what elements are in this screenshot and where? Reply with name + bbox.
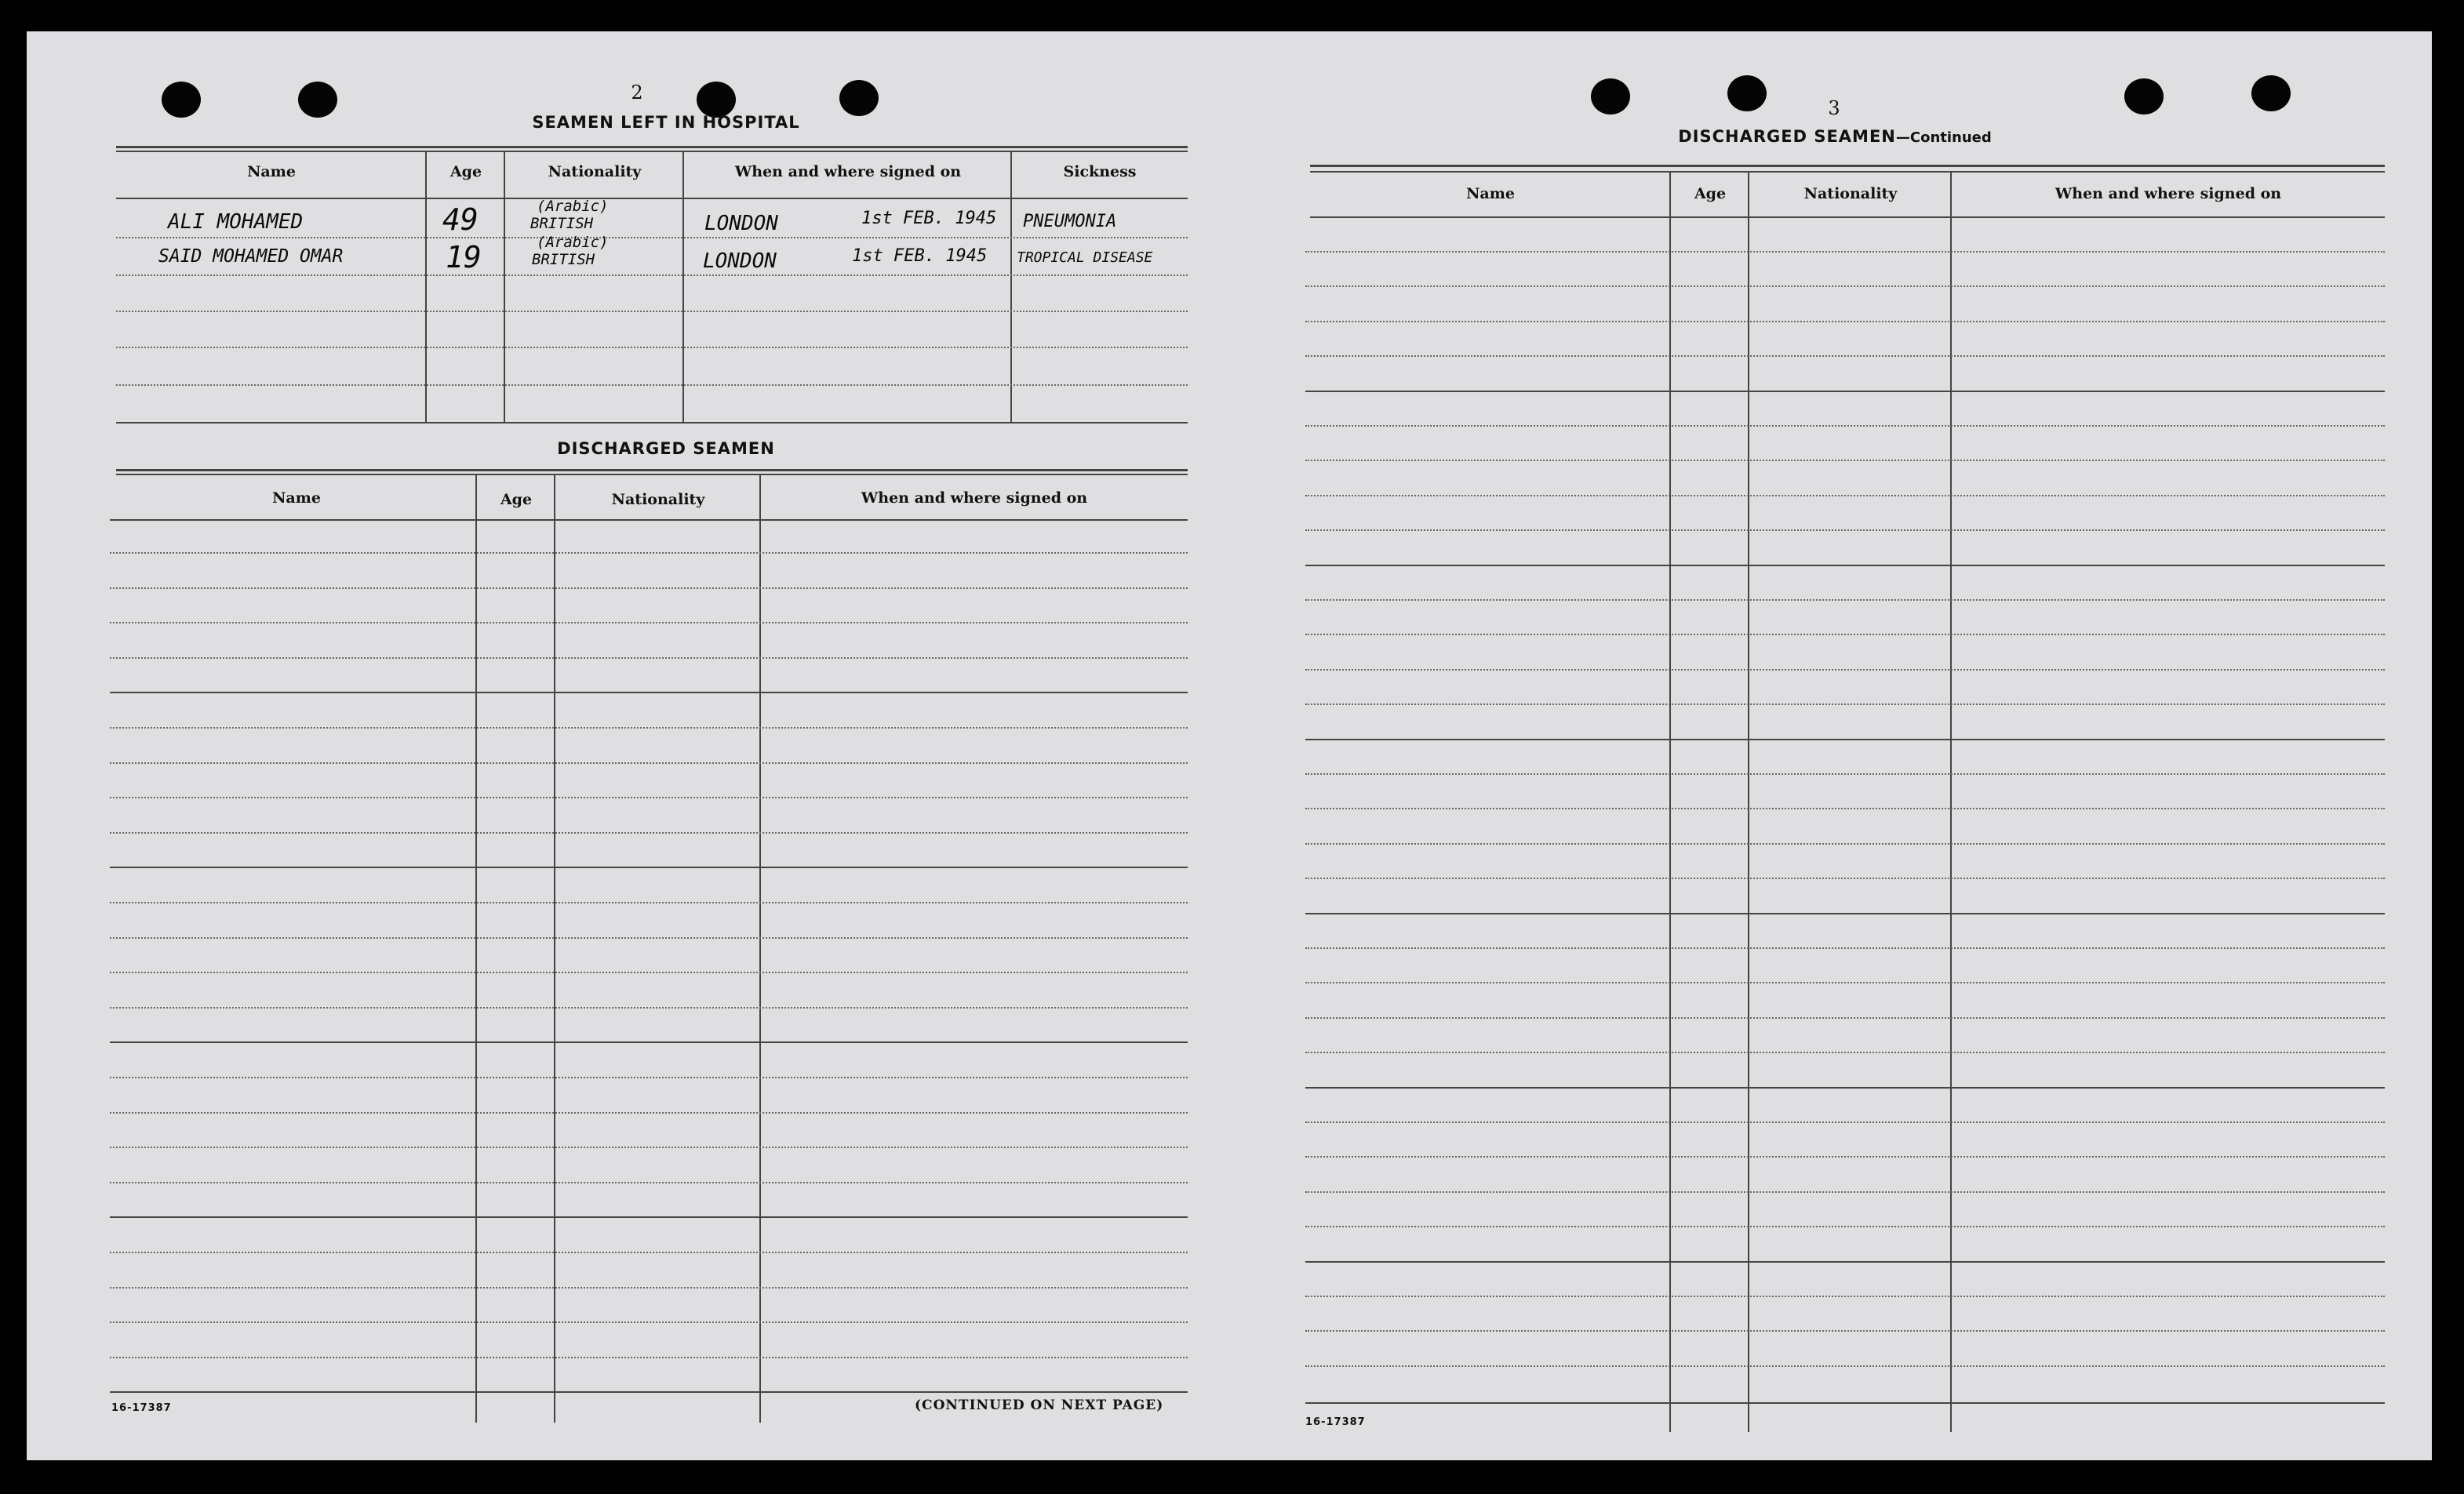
ruled-line [1305, 739, 2385, 740]
hospital-col-nationality: Nationality [548, 163, 642, 180]
hospital-row-line [116, 311, 1188, 312]
handwritten-nationality: BRITISH [530, 215, 594, 232]
right-col-name: Name [1466, 185, 1515, 202]
document-sheet [27, 31, 2432, 1460]
discharged-header-rule [110, 519, 1188, 521]
right-vrule [1669, 171, 1671, 1432]
ruled-line [110, 692, 1188, 693]
punch-hole-4 [839, 80, 879, 116]
page-number-left: 2 [631, 82, 643, 104]
right-col-age: Age [1694, 185, 1727, 202]
hospital-row-line [116, 274, 1188, 276]
hospital-row-line [116, 347, 1188, 348]
ruled-line [1305, 913, 2385, 914]
form-number-right: 16-17387 [1305, 1416, 1366, 1428]
hospital-top-rule-2 [116, 151, 1188, 152]
ruled-line [110, 937, 1188, 939]
discharged-col-name: Name [272, 489, 321, 507]
punch-hole-2 [298, 82, 337, 118]
ruled-line [110, 1252, 1188, 1253]
ruled-line [1305, 773, 2385, 775]
ruled-line [110, 1321, 1188, 1323]
ruled-line [1305, 391, 2385, 392]
hospital-vrule [425, 151, 427, 422]
discharged-continued-title [1564, 127, 2106, 146]
ruled-line [1305, 1087, 2385, 1089]
ruled-line [110, 972, 1188, 973]
hospital-col-signed-on: When and where signed on [734, 163, 962, 180]
ruled-line [110, 1007, 1188, 1009]
ruled-line [1305, 1121, 2385, 1123]
ruled-line [1305, 947, 2385, 949]
ruled-line [1305, 285, 2385, 287]
ruled-line [1305, 321, 2385, 322]
discharged-vrule [554, 474, 555, 1423]
discharged-top-rule [116, 469, 1188, 471]
ruled-line [1305, 1330, 2385, 1332]
ruled-line [1305, 1052, 2385, 1053]
ruled-line [1305, 703, 2385, 705]
right-vrule [1950, 171, 1952, 1432]
ruled-line [1305, 808, 2385, 809]
handwritten-sickness: TROPICAL DISEASE [1017, 249, 1153, 266]
ruled-line [1305, 355, 2385, 357]
hospital-vrule [682, 151, 684, 422]
ruled-line [110, 1357, 1188, 1358]
ruled-line [110, 1216, 1188, 1218]
ruled-line [1305, 634, 2385, 635]
discharged-vrule [759, 474, 761, 1423]
ruled-line [110, 1287, 1188, 1289]
ruled-line [1305, 878, 2385, 879]
ruled-line [1305, 669, 2385, 671]
discharged-vrule [475, 474, 477, 1423]
punch-hole-6 [1727, 75, 1767, 111]
ruled-line [110, 867, 1188, 868]
handwritten-signed-on-date: 1st FEB. 1945 [861, 209, 997, 228]
hospital-bottom-rule [116, 422, 1188, 423]
right-col-signed-on: When and where signed on [2055, 185, 2282, 202]
ruled-line [110, 1147, 1188, 1148]
ruled-line [1305, 565, 2385, 566]
ruled-line [1305, 1261, 2385, 1263]
ruled-line [110, 727, 1188, 729]
hospital-row-line [116, 384, 1188, 386]
right-top-rule-2 [1310, 171, 2385, 173]
handwritten-age: 19 [446, 240, 482, 274]
ruled-line [1305, 1226, 2385, 1227]
handwritten-name: ALI MOHAMED [168, 210, 304, 234]
hospital-col-sickness: Sickness [1063, 163, 1137, 180]
ruled-line [110, 762, 1188, 764]
punch-hole-5 [1591, 78, 1630, 115]
hospital-header-rule [116, 198, 1188, 199]
ruled-line [1305, 1365, 2385, 1367]
ruled-line [1305, 982, 2385, 983]
handwritten-nationality: BRITISH [532, 251, 595, 268]
ruled-line [110, 1041, 1188, 1043]
ruled-line [110, 622, 1188, 623]
ruled-line [1305, 251, 2385, 253]
discharged-continued-title-main: DISCHARGED SEAMEN [1678, 127, 1896, 146]
ruled-line [110, 832, 1188, 834]
punch-hole-8 [2251, 75, 2291, 111]
ruled-line [110, 1112, 1188, 1114]
ruled-line [110, 587, 1188, 589]
form-number-left: 16-17387 [111, 1402, 172, 1414]
hospital-section-title: SEAMEN LEFT IN HOSPITAL [532, 113, 800, 132]
ruled-line [1305, 425, 2385, 427]
right-col-nationality: Nationality [1803, 185, 1898, 202]
discharged-col-nationality: Nationality [611, 491, 705, 508]
ruled-line [110, 1391, 1188, 1393]
ruled-line [110, 657, 1188, 659]
ruled-line [1305, 1017, 2385, 1019]
right-header-rule [1310, 216, 2385, 218]
handwritten-nationality-note: (Arabic) [537, 198, 609, 215]
handwritten-signed-on-place: LONDON [704, 212, 778, 235]
discharged-continued-suffix: —Continued [1895, 129, 1992, 146]
hospital-col-age: Age [449, 163, 482, 180]
ruled-line [110, 1077, 1188, 1078]
discharged-col-age: Age [500, 491, 533, 508]
ruled-line [1305, 460, 2385, 461]
punch-hole-1 [162, 82, 201, 118]
discharged-col-signed-on: When and where signed on [861, 489, 1088, 507]
punch-hole-7 [2124, 78, 2164, 115]
ruled-line [1305, 1191, 2385, 1193]
handwritten-name: SAID MOHAMED OMAR [158, 246, 344, 267]
discharged-section-title: DISCHARGED SEAMEN [557, 439, 775, 458]
ruled-line [1305, 495, 2385, 496]
hospital-col-name: Name [247, 163, 296, 180]
page-number-right: 3 [1828, 97, 1840, 119]
discharged-top-rule-2 [116, 474, 1188, 475]
ruled-line [1305, 1296, 2385, 1297]
handwritten-signed-on-place: LONDON [703, 249, 777, 273]
ruled-line [110, 902, 1188, 903]
ruled-line [1305, 599, 2385, 601]
hospital-vrule [504, 151, 505, 422]
hospital-row-line [116, 237, 1188, 238]
ruled-line [110, 1182, 1188, 1183]
hospital-top-rule [116, 146, 1188, 148]
handwritten-sickness: PNEUMONIA [1023, 212, 1117, 231]
handwritten-age: 49 [442, 202, 479, 237]
right-vrule [1748, 171, 1749, 1432]
right-bottom-rule [1305, 1402, 2385, 1404]
handwritten-signed-on-date: 1st FEB. 1945 [852, 246, 988, 266]
ruled-line [110, 552, 1188, 554]
handwritten-nationality-note: (Arabic) [537, 234, 609, 251]
continued-footer: (CONTINUED ON NEXT PAGE) [915, 1398, 1164, 1413]
right-top-rule [1310, 165, 2385, 167]
ruled-line [110, 797, 1188, 798]
ruled-line [1305, 1156, 2385, 1158]
ruled-line [1305, 843, 2385, 845]
hospital-vrule [1010, 151, 1012, 422]
ruled-line [1305, 529, 2385, 531]
